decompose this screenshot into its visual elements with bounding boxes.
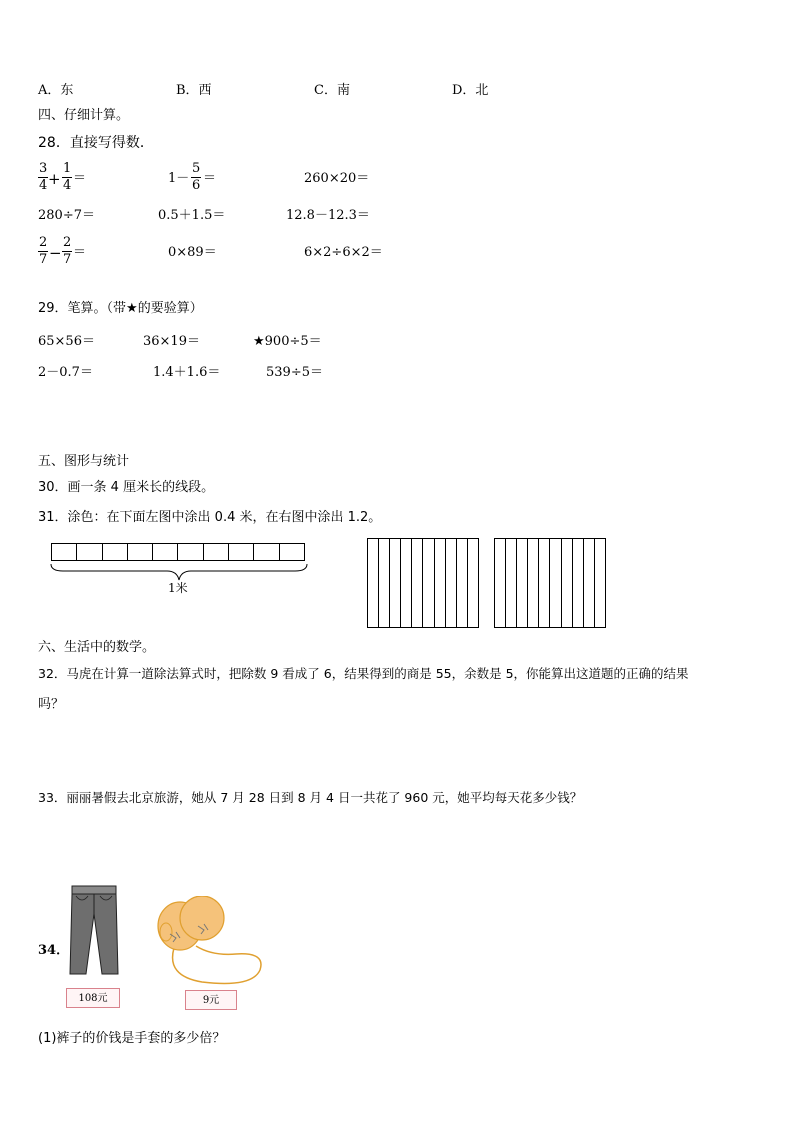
q32-line2: 吗？ xyxy=(38,697,65,712)
strip-grid-left[interactable] xyxy=(367,538,479,628)
q34-sub1: (1)裤子的价钱是手套的多少倍？ xyxy=(38,1031,226,1046)
grid-strip[interactable] xyxy=(584,539,595,627)
grid-strip[interactable] xyxy=(562,539,573,627)
grid-strip[interactable] xyxy=(435,539,446,627)
q28-title: 28．直接写得数． xyxy=(38,135,154,151)
ruler-cell[interactable] xyxy=(77,544,102,560)
q28-r3-frac2: 2 7 xyxy=(63,235,72,267)
q28-r2b: 0.5＋1.5＝ xyxy=(158,208,226,223)
section-5-heading: 五、图形与统计 xyxy=(38,454,130,469)
q28-r1c: 260×20＝ xyxy=(304,171,370,186)
ruler-cell[interactable] xyxy=(229,544,254,560)
q29-r2b: 1.4＋1.6＝ xyxy=(153,365,221,380)
q29-title: 29．笔算。（带★的要验算） xyxy=(38,301,203,316)
grid-strip[interactable] xyxy=(550,539,561,627)
gloves-icon xyxy=(152,896,270,996)
q28-r1-eq: ＝ xyxy=(73,171,87,186)
q28-r3-frac1: 2 7 xyxy=(39,235,48,267)
grid-strip[interactable] xyxy=(595,539,605,627)
q28-r2a: 280÷7＝ xyxy=(38,208,95,223)
q33-text: 33．丽丽暑假去北京旅游，她从 7 月 28 日到 8 月 4 日一共花了 960 元，她平均每天花多少钱？ xyxy=(38,790,583,805)
section-6-heading: 六、生活中的数学。 xyxy=(38,640,156,655)
q28-r1-frac1: 3 4 xyxy=(39,161,48,193)
option-b[interactable]: B．西 xyxy=(176,83,212,98)
ruler-cell[interactable] xyxy=(153,544,178,560)
q28-r3-op: − xyxy=(49,244,62,262)
grid-strip[interactable] xyxy=(528,539,539,627)
section-4-heading: 四、仔细计算。 xyxy=(38,108,130,123)
grid-strip[interactable] xyxy=(390,539,401,627)
pants-price-tag: 108元 xyxy=(66,988,120,1008)
grid-strip[interactable] xyxy=(495,539,506,627)
q30-text: 30．画一条 4 厘米长的线段。 xyxy=(38,480,215,495)
q29-r2a: 2－0.7＝ xyxy=(38,365,93,380)
grid-strip[interactable] xyxy=(457,539,468,627)
q28-r3b: 0×89＝ xyxy=(168,245,217,260)
grid-strip[interactable] xyxy=(423,539,434,627)
ruler-cell[interactable] xyxy=(103,544,128,560)
q31-text: 31．涂色：在下面左图中涂出 0.4 米，在右图中涂出 1.2。 xyxy=(38,510,382,525)
ruler-cell[interactable] xyxy=(254,544,279,560)
grid-strip[interactable] xyxy=(468,539,478,627)
option-d[interactable]: D．北 xyxy=(452,83,489,98)
q28-r3-eq: ＝ xyxy=(73,245,87,260)
grid-strip[interactable] xyxy=(379,539,390,627)
grid-strip[interactable] xyxy=(412,539,423,627)
ruler-label: 1米 xyxy=(168,581,188,595)
q28-r1b-frac: 5 6 xyxy=(192,161,201,193)
q28-r1-op: + xyxy=(48,170,61,188)
option-c[interactable]: C．南 xyxy=(314,83,350,98)
ruler-cell[interactable] xyxy=(280,544,304,560)
grid-strip[interactable] xyxy=(368,539,379,627)
q29-r1b: 36×19＝ xyxy=(143,334,200,349)
q28-r2c: 12.8－12.3＝ xyxy=(286,208,370,223)
ruler-cell[interactable] xyxy=(204,544,229,560)
q29-r1a: 65×56＝ xyxy=(38,334,95,349)
q28-r1-frac2: 1 4 xyxy=(63,161,72,193)
grid-strip[interactable] xyxy=(506,539,517,627)
q29-r1c: ★900÷5＝ xyxy=(253,334,322,349)
q28-r1b-eq: ＝ xyxy=(203,171,217,186)
grid-strip[interactable] xyxy=(539,539,550,627)
grid-strip[interactable] xyxy=(401,539,412,627)
grid-strip[interactable] xyxy=(517,539,528,627)
pants-icon xyxy=(68,884,120,976)
ruler-cell[interactable] xyxy=(178,544,203,560)
q28-r1b-prefix: 1－ xyxy=(168,171,190,186)
q34-number: 34． xyxy=(38,943,70,958)
meter-ruler-boxes[interactable] xyxy=(51,543,305,561)
ruler-cell[interactable] xyxy=(128,544,153,560)
q29-r2c: 539÷5＝ xyxy=(266,365,323,380)
gloves-price-tag: 9元 xyxy=(185,990,237,1010)
grid-strip[interactable] xyxy=(446,539,457,627)
q32-line1: 32．马虎在计算一道除法算式时，把除数 9 看成了 6，结果得到的商是 55，余数是 5，你能算出这道题的正确的结果 xyxy=(38,666,689,681)
q28-r3c: 6×2÷6×2＝ xyxy=(304,245,383,260)
grid-strip[interactable] xyxy=(573,539,584,627)
ruler-cell[interactable] xyxy=(52,544,77,560)
option-a[interactable]: A．东 xyxy=(38,83,74,98)
strip-grid-right[interactable] xyxy=(494,538,606,628)
